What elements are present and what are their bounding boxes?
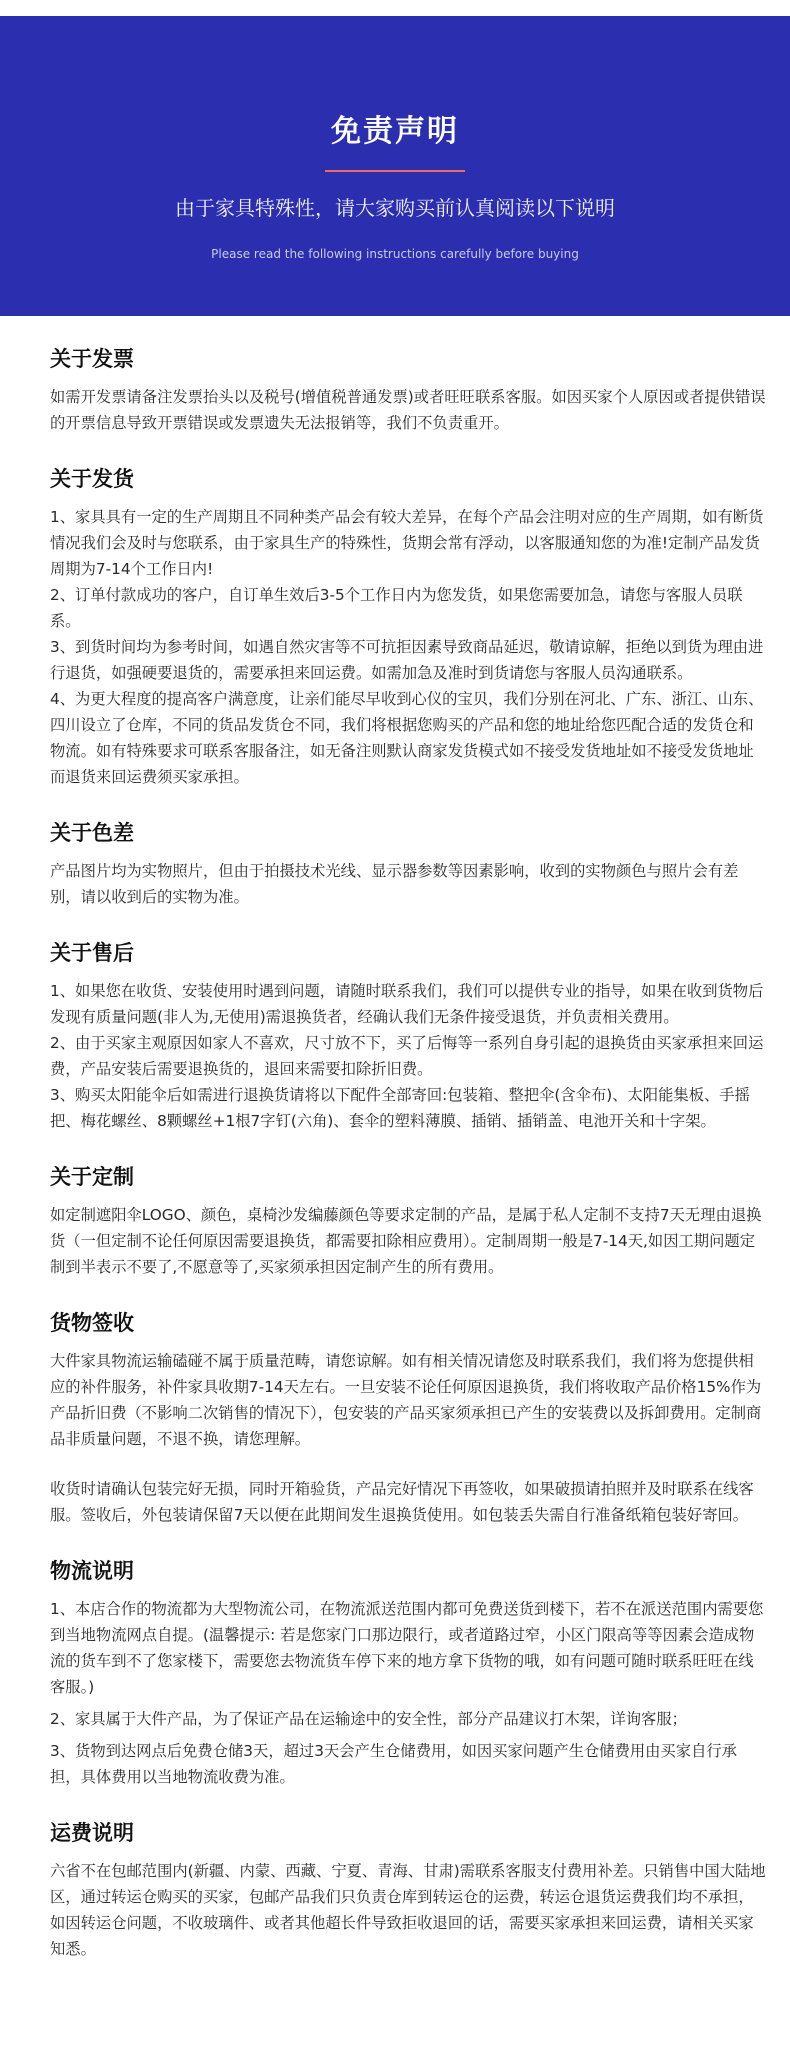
section-title: 货物签收 — [50, 1311, 134, 1335]
section-paragraph: 1、如果您在收货、安装使用时遇到问题，请随时联系我们，我们可以提供专业的指导，如果在收到货物后发现有质量问题(非人为,无使用)需退换货者，经确认我们无条件接受退货，并负责相关费用。 — [50, 982, 764, 1026]
section-invoice — [50, 344, 766, 436]
section-paragraph: 3、到货时间均为参考时间，如遇自然灾害等不可抗拒因素导致商品延迟，敬请谅解，拒绝以到货为理由进行退货，如强硬要退货的，需要承担来回运费。如需加急及准时到货请您与客服人员沟通联系。 — [50, 638, 764, 682]
section-title: 关于发票 — [50, 347, 134, 371]
section-customization — [50, 1162, 766, 1280]
section-title: 关于售后 — [50, 941, 134, 965]
section-paragraph: 六省不在包邮范围内(新疆、内蒙、西藏、宁夏、青海、甘肃)需联系客服支付费用补差。只销售中国大陆地区，通过转运仓购买的买家，包邮产品我们只负责仓库到转运仓的运费，转运仓退货运费我们均不承担，如因转运仓问题，不收玻璃件、或者其他超长件导致拒收退回的话，需要买家承担来回运费，请相关买家知悉。 — [50, 1862, 766, 1958]
section-title: 关于色差 — [50, 821, 134, 845]
section-paragraph: 2、家具属于大件产品，为了保证产品在运输途中的安全性，部分产品建议打木架，详询客服； — [50, 1710, 687, 1728]
section-title: 关于发货 — [50, 467, 134, 491]
section-receipt — [50, 1308, 766, 1528]
section-paragraph: 1、本店合作的物流都为大型物流公司，在物流派送范围内都可免费送货到楼下，若不在派送范围内需要您到当地物流网点自提。(温馨提示: 若是您家门口那边限行，或者道路过窄，小区门限高等等因素会造成物流的货车到不了您家楼下，需要您去物流货车停下来的地方拿下货物的哦，如有问题可随时联系旺旺在线客服。) — [50, 1600, 764, 1696]
section-paragraph: 2、由于买家主观原因如家人不喜欢，尺寸放不下，买了后悔等一系列自身引起的退换货由买家承担来回运费，产品安装后需要退换货的，退回来需要扣除折旧费。 — [50, 1034, 764, 1078]
top-strip — [0, 0, 790, 16]
page-subtitle: 由于家具特殊性，请大家购买前认真阅读以下说明 — [175, 196, 615, 220]
section-paragraph: 产品图片均为实物照片，但由于拍摄技术光线、显示器参数等因素影响，收到的实物颜色与照片会有差别，请以收到后的实物为准。 — [50, 862, 739, 906]
header-banner — [0, 16, 790, 316]
section-title: 物流说明 — [50, 1559, 134, 1583]
section-color-difference — [50, 818, 766, 910]
section-shipping — [50, 464, 766, 790]
section-paragraph: 3、货物到达网点后免费仓储3天，超过3天会产生仓储费用，如因买家问题产生仓储费用由买家自行承担，具体费用以当地物流收费为准。 — [50, 1742, 737, 1786]
page-title: 免责声明 — [331, 114, 459, 149]
section-logistics — [50, 1556, 766, 1790]
section-paragraph: 如需开发票请备注发票抬头以及税号(增值税普通发票)或者旺旺联系客服。如因买家个人原因或者提供错误的开票信息导致开票错误或发票遗失无法报销等，我们不负责重开。 — [50, 388, 766, 432]
section-paragraph: 4、为更大程度的提高客户满意度，让亲们能尽早收到心仪的宝贝，我们分别在河北、广东、浙江、山东、四川设立了仓库，不同的货品发货仓不同，我们将根据您购买的产品和您的地址给您匹配合适的发货仓和物流。如有特殊要求可联系客服备注，如无备注则默认商家发货模式如不接受发货地址如不接受发货地址而退货来回运费须买家承担。 — [50, 690, 764, 786]
section-title: 运费说明 — [50, 1821, 134, 1845]
section-paragraph: 3、购买太阳能伞后如需进行退换货请将以下配件全部寄回:包装箱、整把伞(含伞布)、太阳能集板、手摇把、梅花螺丝、8颗螺丝+1根7字钉(六角)、套伞的塑料薄膜、插销、插销盖、电池开关和十字架。 — [50, 1086, 750, 1130]
section-paragraph: 2、订单付款成功的客户，自订单生效后3-5个工作日内为您发货，如果您需要加急，请您与客服人员联系。 — [50, 586, 743, 630]
section-paragraph: 收货时请确认包装完好无损，同时开箱验货，产品完好情况下再签收，如果破损请拍照并及时联系在线客服。签收后，外包装请保留7天以便在此期间发生退换货使用。如包装丢失需自行准备纸箱包装好寄回。 — [50, 1480, 754, 1524]
page-subtitle-english: Please read the following instructions carefully before buying — [211, 247, 579, 261]
section-paragraph: 1、家具具有一定的生产周期且不同种类产品会有较大差异，在每个产品会注明对应的生产周期，如有断货情况我们会及时与您联系，由于家具生产的特殊性，货期会常有浮动，以客服通知您的为准!定制产品发货周期为7-14个工作日内! — [50, 508, 764, 578]
section-title: 关于定制 — [50, 1165, 134, 1189]
section-freight — [50, 1818, 766, 1962]
title-divider — [325, 170, 465, 172]
section-after-sale — [50, 938, 766, 1134]
disclaimer-content — [0, 316, 790, 1962]
section-paragraph: 大件家具物流运输磕碰不属于质量范畴，请您谅解。如有相关情况请您及时联系我们，我们将为您提供相应的补件服务，补件家具收期7-14天左右。一旦安装不论任何原因退换货，我们将收取产品价格15%作为产品折旧费（不影响二次销售的情况下），包安装的产品买家须承担已产生的安装费以及拆卸费用。定制商品非质量问题，不退不换，请您理解。 — [50, 1352, 762, 1448]
section-paragraph: 如定制遮阳伞LOGO、颜色，桌椅沙发编藤颜色等要求定制的产品，是属于私人定制不支持7天无理由退换货（一但定制不论任何原因需要退换货，都需要扣除相应费用）。定制周期一般是7-14天,如因工期问题定制到半表示不要了,不愿意等了,买家须承担因定制产生的所有费用。 — [50, 1206, 762, 1276]
